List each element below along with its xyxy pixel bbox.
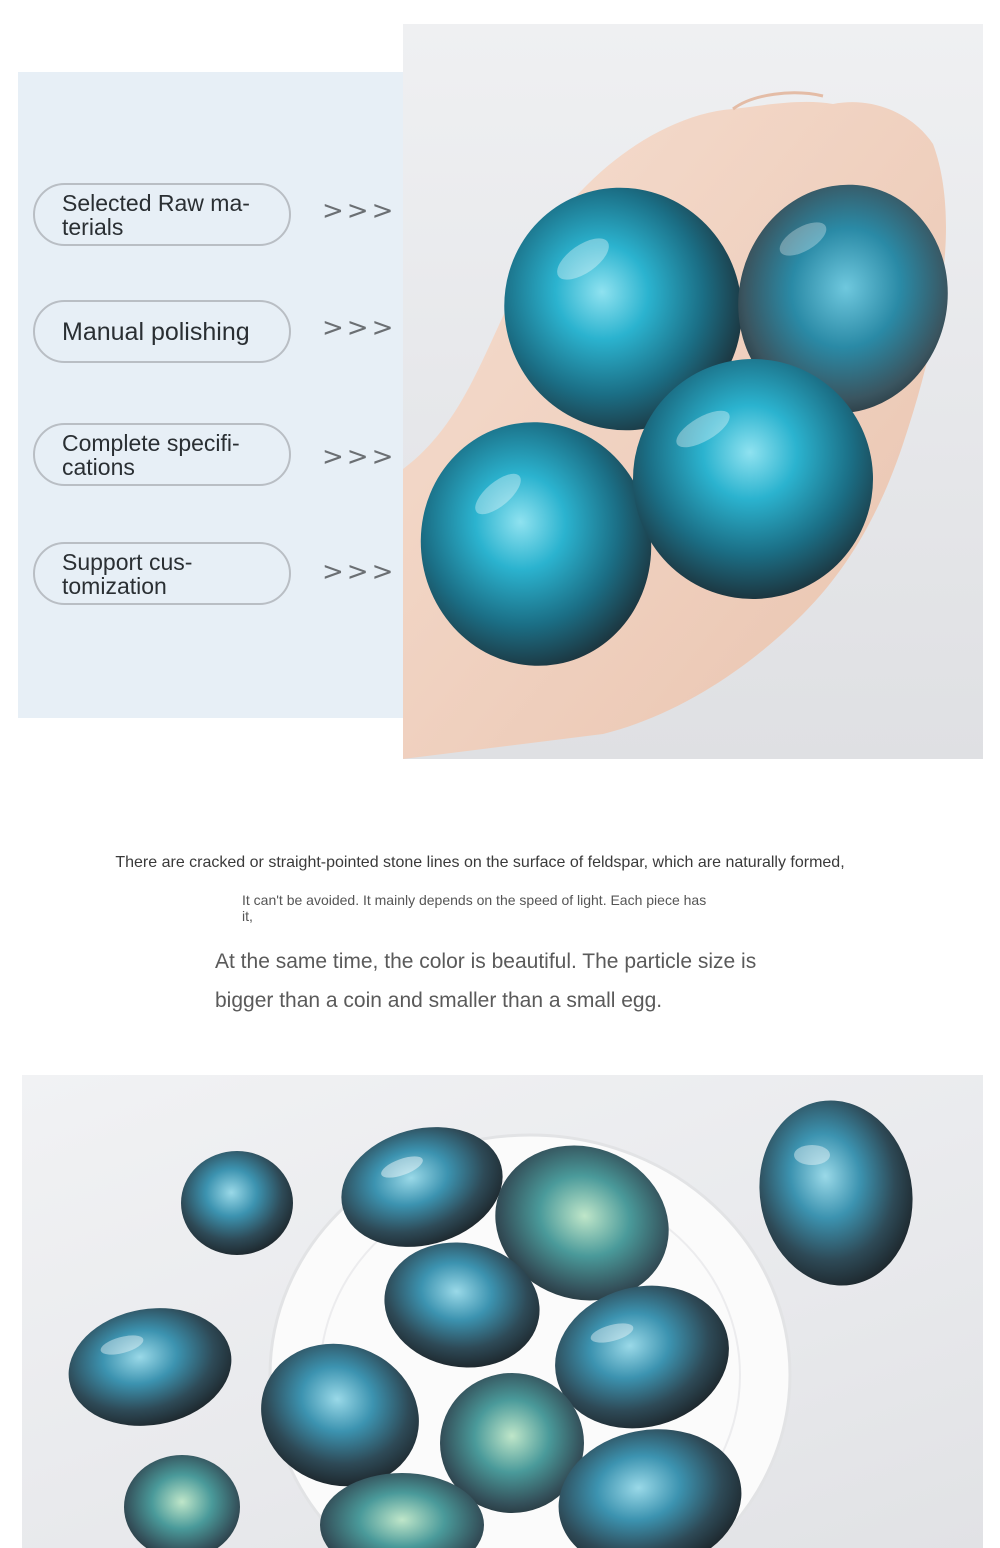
description-line-1: There are cracked or straight-pointed stone lines on the surface of feldspar, which are naturally formed, bbox=[115, 854, 845, 871]
feature-pill-manual-polishing bbox=[33, 300, 291, 363]
feature-label: Manual polishing bbox=[62, 317, 250, 346]
feature-label: Selected Raw ma- terials bbox=[62, 189, 250, 240]
feature-pill-complete-specifications bbox=[33, 423, 291, 486]
bottom-photo bbox=[22, 1075, 983, 1548]
feature-pill-support-customization bbox=[33, 542, 291, 605]
arrow-icon: >>> bbox=[322, 442, 397, 472]
arrow-icon: >>> bbox=[322, 313, 397, 343]
arrow-icon: >>> bbox=[322, 557, 397, 587]
description-line-2: It can't be avoided. It mainly depends on the speed of light. Each piece has it, bbox=[242, 892, 707, 924]
description-line-3: At the same time, the color is beautiful. The particle size is bigger than a coin and smaller than a small egg. bbox=[215, 950, 757, 1012]
features-panel bbox=[18, 72, 404, 718]
feature-label: Support cus- tomization bbox=[62, 548, 193, 599]
arrow-icon: >>> bbox=[322, 196, 397, 226]
feature-label: Complete specifi- cations bbox=[62, 429, 240, 480]
hero-photo bbox=[403, 24, 983, 759]
feature-pill-raw-materials bbox=[33, 183, 291, 246]
